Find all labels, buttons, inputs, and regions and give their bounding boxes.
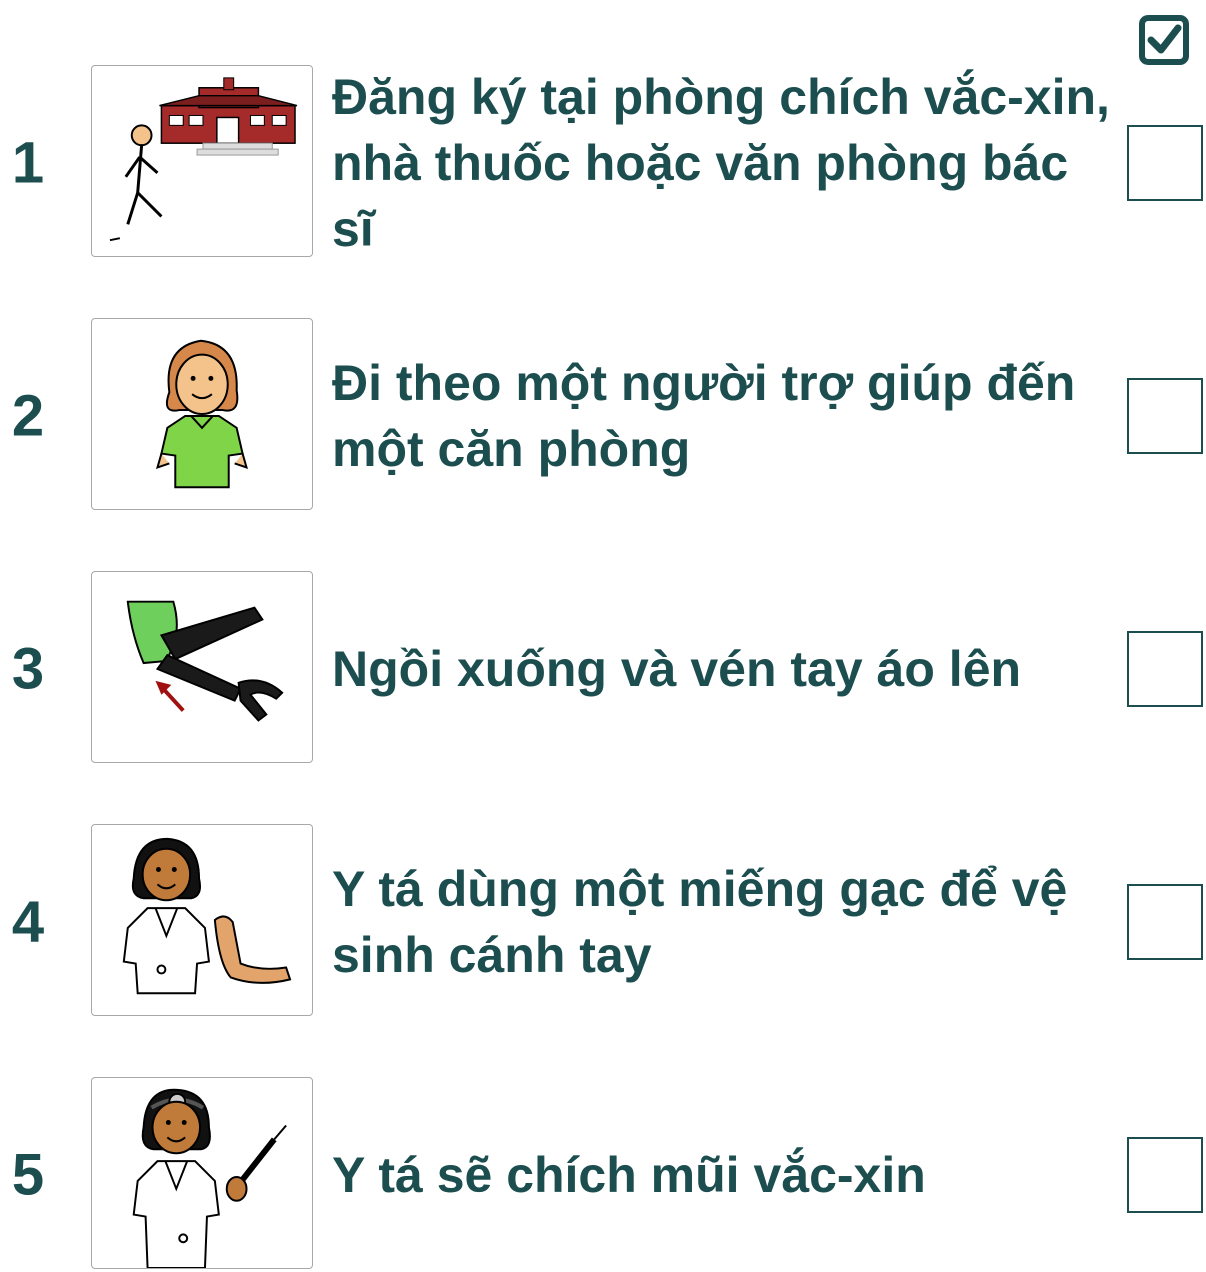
rolling-up-sleeve-icon — [92, 572, 312, 762]
nurse-cleaning-arm-icon — [92, 825, 312, 1015]
picture-card — [91, 318, 313, 510]
step-4-checkbox[interactable] — [1127, 884, 1203, 960]
picture-card — [91, 1077, 313, 1269]
step-5-checkbox[interactable] — [1127, 1137, 1203, 1213]
step-number: 3 — [11, 636, 45, 701]
step-4 — [0, 824, 1206, 1019]
picture-card — [91, 571, 313, 763]
step-5 — [0, 1077, 1206, 1272]
step-text: Ngồi xuống và vén tay áo lên — [332, 640, 1022, 697]
step-text: Y tá sẽ chích mũi vắc-xin — [332, 1146, 926, 1203]
step-text: Đăng ký tại phòng chích vắc-xin, nhà thuốc hoặc văn phòng bác sĩ — [332, 68, 1110, 257]
step-number: 4 — [11, 889, 45, 954]
step-3 — [0, 571, 1206, 766]
step-number: 1 — [11, 130, 45, 195]
picture-card — [91, 65, 313, 257]
nurse-with-syringe-icon — [92, 1078, 312, 1268]
step-2-checkbox[interactable] — [1127, 378, 1203, 454]
step-text: Y tá dùng một miếng gạc để vệ sinh cánh tay — [332, 860, 1068, 983]
checkbox-checked-icon — [1138, 14, 1190, 66]
step-3-checkbox[interactable] — [1127, 631, 1203, 707]
picture-card — [91, 824, 313, 1016]
person-walking-to-building-icon — [92, 66, 312, 256]
step-number: 2 — [11, 383, 45, 448]
step-2 — [0, 318, 1206, 513]
step-1-checkbox[interactable] — [1127, 125, 1203, 201]
step-text: Đi theo một người trợ giúp đến một căn phòng — [332, 354, 1076, 477]
step-number: 5 — [11, 1142, 45, 1207]
step-1 — [0, 65, 1206, 260]
helper-woman-icon — [92, 319, 312, 509]
